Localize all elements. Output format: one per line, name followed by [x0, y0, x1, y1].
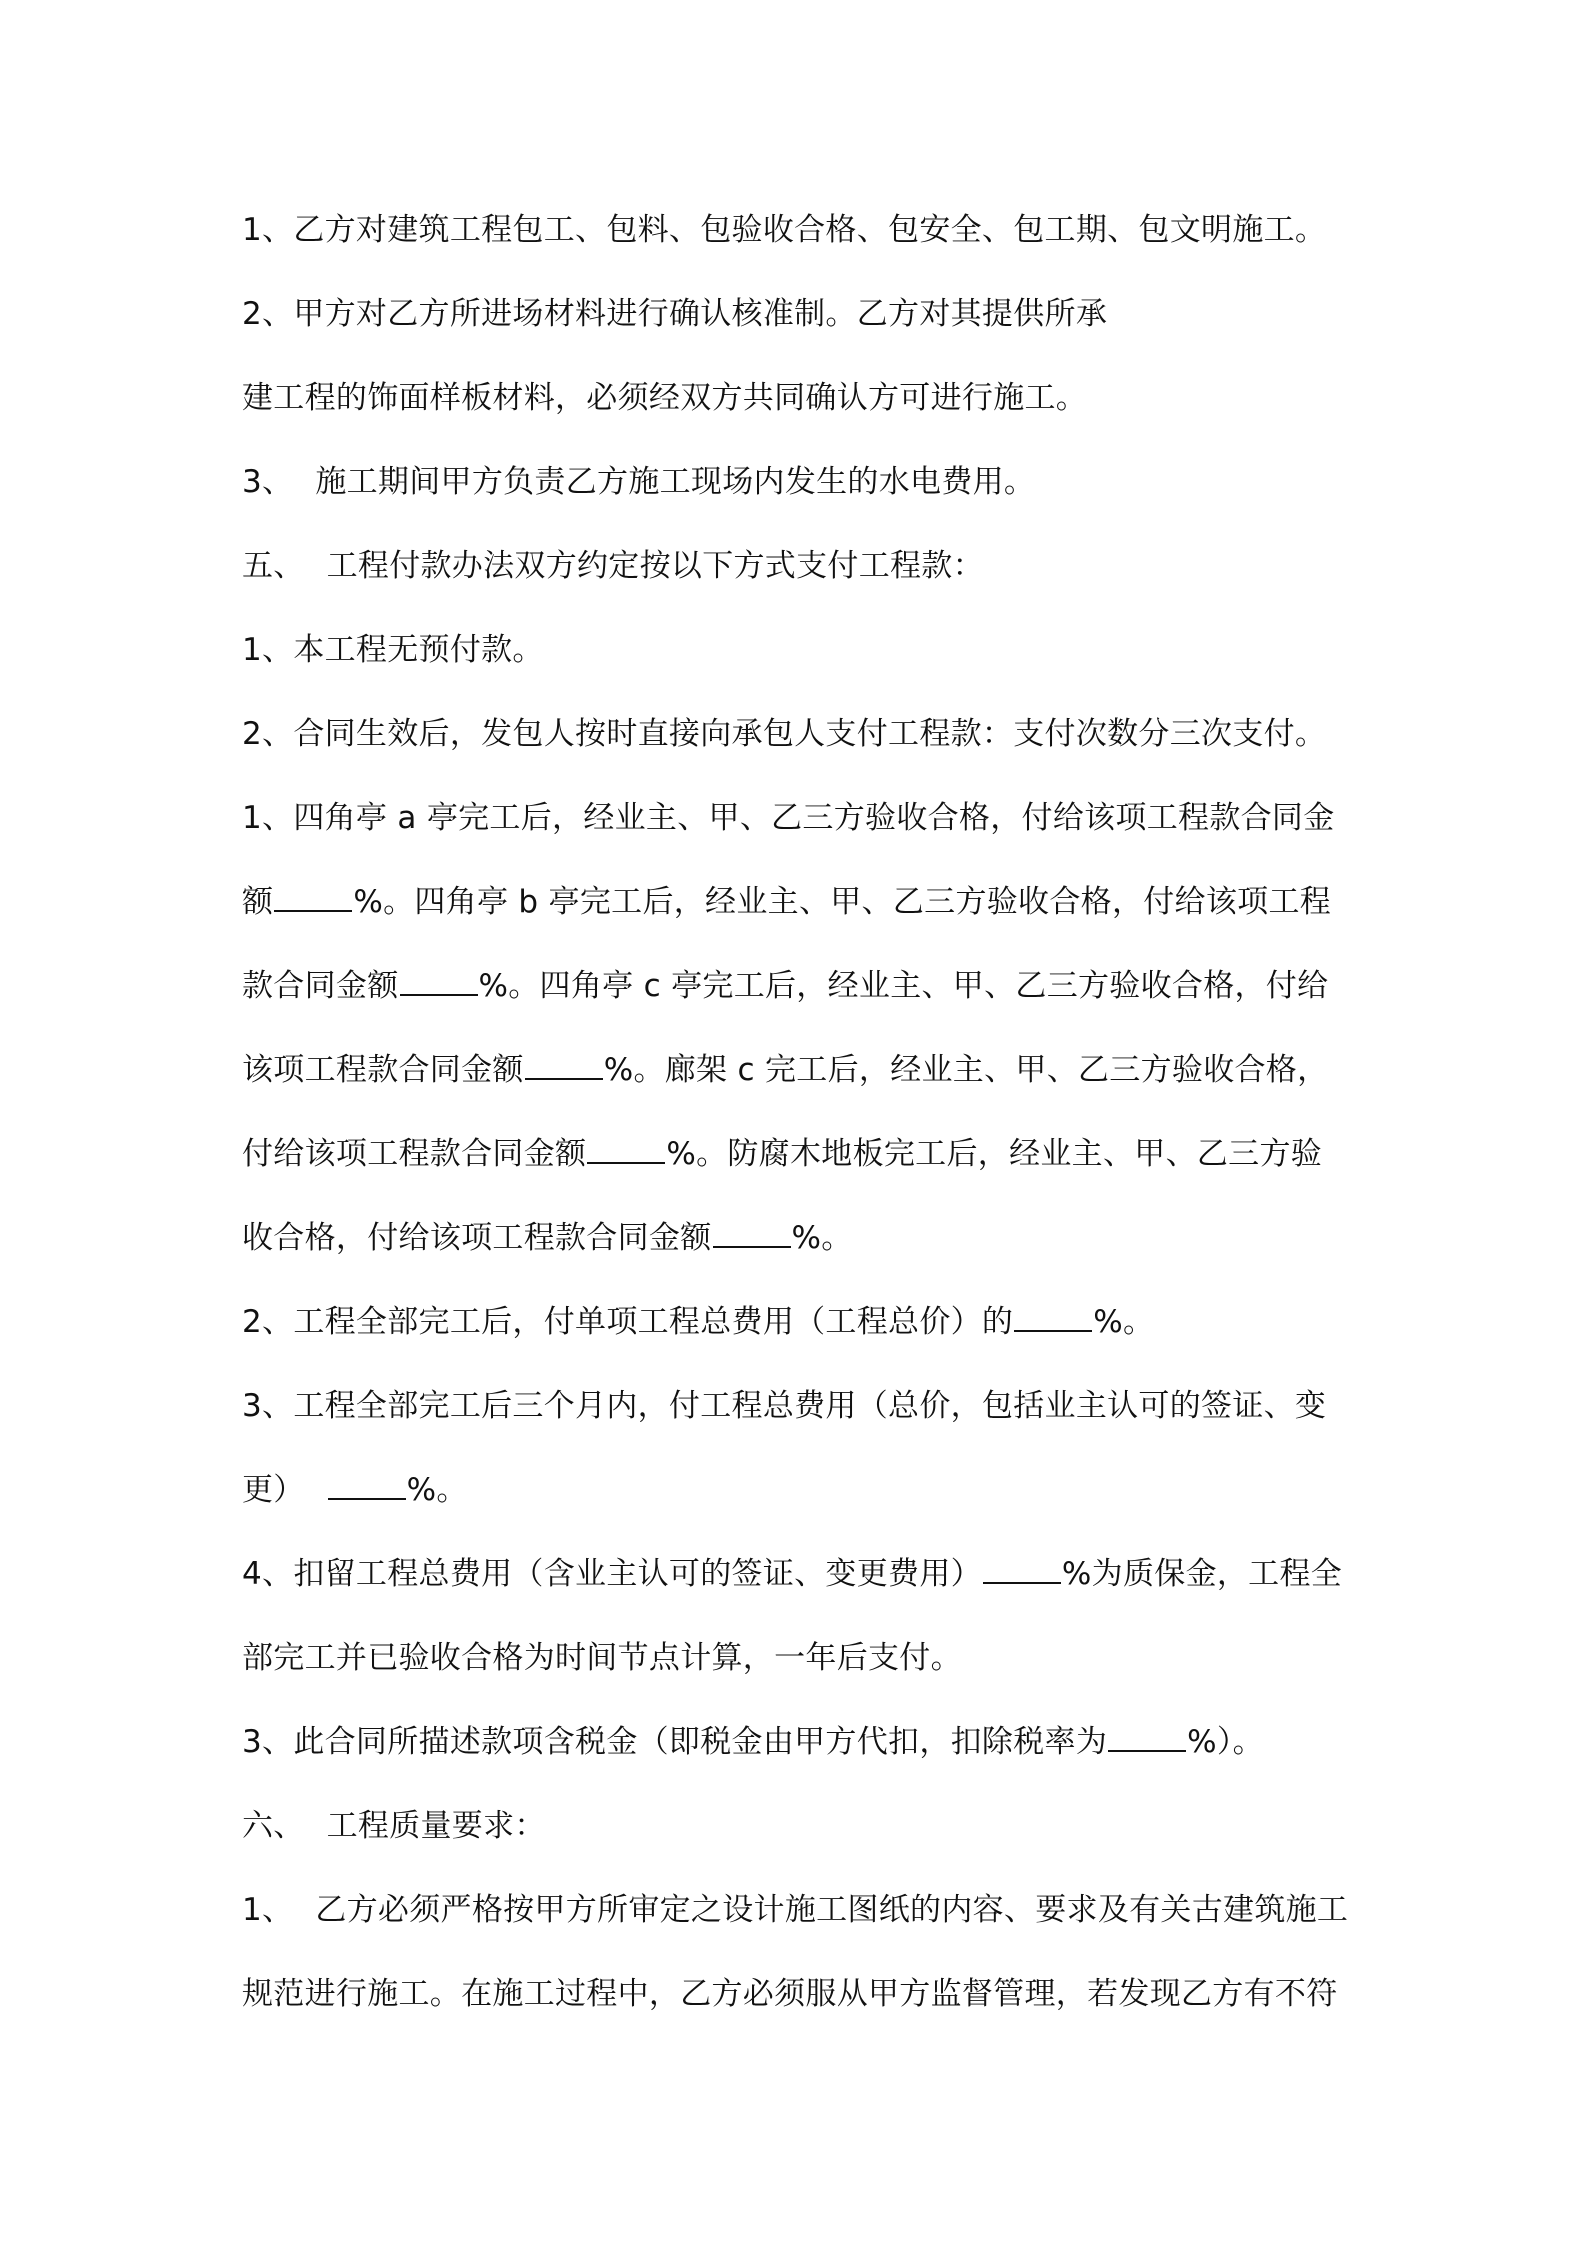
line-text: %。: [1093, 1304, 1155, 1340]
text-line: [242, 786, 1362, 870]
line-text: 施工期间甲方负责乙方施工现场内发生的水电费用。: [315, 464, 1036, 500]
fill-in-blank[interactable]: [1108, 1720, 1186, 1752]
line-text: 更）: [242, 1472, 305, 1508]
line-text: 4、扣留工程总费用（含业主认可的签证、变更费用）: [242, 1556, 982, 1592]
fill-in-blank[interactable]: [400, 964, 478, 996]
fill-in-blank[interactable]: [1014, 1300, 1092, 1332]
line-text: 2、合同生效后，发包人按时直接向承包人支付工程款：支付次数分三次支付。: [242, 716, 1327, 752]
text-line: [242, 282, 1362, 366]
section-number: 六、: [242, 1808, 305, 1844]
line-text: %为质保金，工程全: [1061, 1556, 1343, 1592]
line-text: %。四角亭 c 亭完工后，经业主、甲、乙三方验收合格，付给: [478, 968, 1329, 1004]
line-text: %）。: [1187, 1724, 1264, 1760]
fill-in-blank[interactable]: [983, 1552, 1061, 1584]
text-line: [242, 366, 1362, 450]
line-text: 付给该项工程款合同金额: [242, 1136, 587, 1172]
line-text: 款合同金额: [242, 968, 399, 1004]
line-text: 该项工程款合同金额: [242, 1052, 524, 1088]
text-line: [242, 702, 1362, 786]
line-text: %。防腐木地板完工后，经业主、甲、乙三方验: [666, 1136, 1323, 1172]
line-text: 3、工程全部完工后三个月内，付工程总费用（总价，包括业主认可的签证、变: [242, 1388, 1327, 1424]
line-text: 部完工并已验收合格为时间节点计算，一年后支付。: [242, 1640, 962, 1676]
line-text: 规范进行施工。在施工过程中，乙方必须服从甲方监督管理，若发现乙方有不符: [242, 1976, 1338, 2012]
line-text: %。: [406, 1472, 468, 1508]
text-line: [242, 1542, 1362, 1626]
section-title: 工程质量要求：: [326, 1808, 546, 1844]
line-text: 收合格，付给该项工程款合同金额: [242, 1220, 712, 1256]
line-text: %。四角亭 b 亭完工后，经业主、甲、乙三方验收合格，付给该项工程: [353, 884, 1332, 920]
line-text: 3、此合同所描述款项含税金（即税金由甲方代扣，扣除税率为: [242, 1724, 1108, 1760]
line-text: 1、乙方对建筑工程包工、包料、包验收合格、包安全、包工期、包文明施工。: [242, 212, 1327, 248]
section-title: 工程付款办法双方约定按以下方式支付工程款：: [326, 548, 984, 584]
text-line: [242, 450, 1362, 534]
text-line: [242, 1206, 1362, 1290]
text-line: [242, 954, 1362, 1038]
line-text: 1、四角亭 a 亭完工后，经业主、甲、乙三方验收合格，付给该项工程款合同金: [242, 800, 1335, 836]
text-line: [242, 1374, 1362, 1458]
fill-in-blank[interactable]: [274, 880, 352, 912]
fill-in-blank[interactable]: [587, 1132, 665, 1164]
text-line: [242, 1290, 1362, 1374]
text-line: [242, 1626, 1362, 1710]
section-number: 五、: [242, 548, 305, 584]
line-text: 1、本工程无预付款。: [242, 632, 544, 668]
section-heading: [242, 1794, 1362, 1878]
line-text: 2、工程全部完工后，付单项工程总费用（工程总价）的: [242, 1304, 1014, 1340]
line-text: %。廊架 c 完工后，经业主、甲、乙三方验收合格，: [603, 1052, 1329, 1088]
text-line: [242, 198, 1362, 282]
line-text: 建工程的饰面样板材料，必须经双方共同确认方可进行施工。: [242, 380, 1088, 416]
item-number: 3、: [242, 464, 294, 500]
line-text: %。: [791, 1220, 853, 1256]
fill-in-blank[interactable]: [525, 1048, 603, 1080]
section-heading: [242, 534, 1362, 618]
line-text: 2、甲方对乙方所进场材料进行确认核准制。乙方对其提供所承: [242, 296, 1108, 332]
text-line: [242, 1122, 1362, 1206]
line-text: 乙方必须严格按甲方所审定之设计施工图纸的内容、要求及有关古建筑施工: [315, 1892, 1349, 1928]
fill-in-blank[interactable]: [713, 1216, 791, 1248]
document-body: [242, 198, 1362, 2046]
text-line: [242, 1710, 1362, 1794]
line-text: 额: [242, 884, 274, 920]
text-line: [242, 1458, 1362, 1542]
text-line: [242, 870, 1362, 954]
fill-in-blank[interactable]: [328, 1468, 406, 1500]
text-line: [242, 1878, 1362, 1962]
text-line: [242, 1962, 1362, 2046]
text-line: [242, 1038, 1362, 1122]
text-line: [242, 618, 1362, 702]
item-number: 1、: [242, 1892, 294, 1928]
